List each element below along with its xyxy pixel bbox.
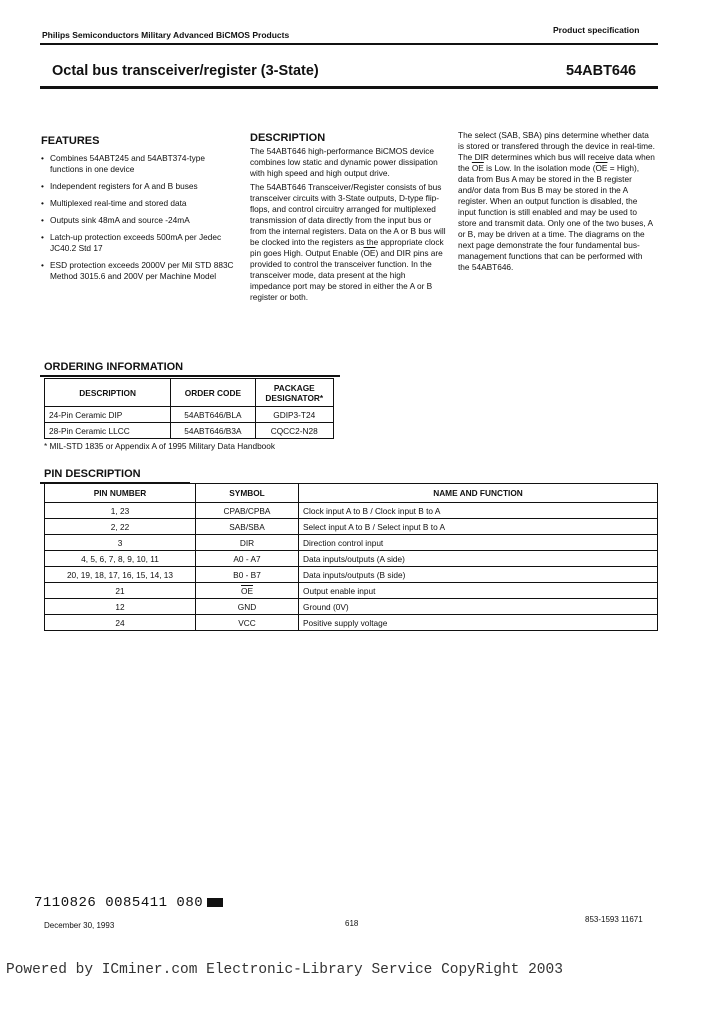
- table-cell: B0 - B7: [196, 567, 299, 583]
- table-cell: 24: [45, 615, 196, 631]
- table-cell: Ground (0V): [299, 599, 658, 615]
- table-cell: SAB/SBA: [196, 519, 299, 535]
- table-cell: VCC: [196, 615, 299, 631]
- table-cell: 28-Pin Ceramic LLCC: [45, 423, 171, 439]
- text-run: = High), data from Bus A may be stored in the B register and/or data from Bus B may be stored in the A register. When an output function is disabled, the input function is still enabled and may be used to store and transmit data. Only one of the two buses, A or B, may be driven at a time. The diagrams on the next page demonstrate the four fundamental bus-management functions that can be performed with the 54ABT646.: [458, 163, 653, 272]
- description-column-2: [458, 130, 656, 276]
- table-cell: CQCC2-N28: [255, 423, 334, 439]
- barcode-line: [34, 895, 223, 911]
- oe-signal: $\overline{OE}$: [471, 163, 484, 173]
- pin-table: [44, 483, 658, 631]
- table-cell: 54ABT646/BLA: [171, 407, 255, 423]
- barcode-text: 7110826 0085411 080: [34, 895, 204, 911]
- table-cell: 2, 22: [45, 519, 196, 535]
- features-list: [41, 153, 237, 288]
- table-cell: GDIP3-T24: [255, 407, 334, 423]
- footer-date: December 30, 1993: [44, 921, 115, 930]
- table-cell: Data inputs/outputs (B side): [299, 567, 658, 583]
- description-paragraph-3: [458, 130, 656, 273]
- table-cell: Data inputs/outputs (A side): [299, 551, 658, 567]
- table-row: [45, 503, 658, 519]
- table-header-row: [45, 379, 334, 407]
- table-row: [45, 599, 658, 615]
- table-row: [45, 551, 658, 567]
- table-cell: 12: [45, 599, 196, 615]
- table-cell: Select input A to B / Select input B to A: [299, 519, 658, 535]
- table-cell: 54ABT646/B3A: [171, 423, 255, 439]
- table-row: [45, 407, 334, 423]
- table-row: [45, 423, 334, 439]
- table-row: [45, 567, 658, 583]
- table-cell: A0 - A7: [196, 551, 299, 567]
- description-paragraph-2: [250, 182, 448, 303]
- feature-item: • Multiplexed real-time and stored data: [41, 198, 237, 209]
- description-paragraph-1: The 54ABT646 high-performance BiCMOS device combines low static and dynamic power dissipation with high speed and high output drive.: [250, 146, 438, 178]
- table-cell: 1, 23: [45, 503, 196, 519]
- column-header: PACKAGE DESIGNATOR*: [255, 379, 334, 407]
- ordering-heading: ORDERING INFORMATION: [44, 361, 184, 373]
- ordering-footnote: * MIL-STD 1835 or Appendix A of 1995 Military Data Handbook: [44, 441, 276, 451]
- page-title: Octal bus transceiver/register (3-State): [52, 63, 319, 79]
- table-cell: GND: [196, 599, 299, 615]
- column-header: SYMBOL: [196, 484, 299, 503]
- table-row: [45, 535, 658, 551]
- barcode-block: [207, 898, 223, 907]
- part-number: 54ABT646: [566, 63, 637, 79]
- table-cell: Positive supply voltage: [299, 615, 658, 631]
- column-header: NAME AND FUNCTION: [299, 484, 658, 503]
- footer-page-number: 618: [345, 919, 359, 928]
- title-rule: [40, 86, 658, 89]
- header-rule: [40, 43, 658, 45]
- table-header-row: [45, 484, 658, 503]
- table-cell: 3: [45, 535, 196, 551]
- table-cell: Direction control input: [299, 535, 658, 551]
- column-header: DESCRIPTION: [45, 379, 171, 407]
- ordering-rule: [40, 375, 340, 377]
- table-cell: 4, 5, 6, 7, 8, 9, 10, 11: [45, 551, 196, 567]
- table-row: [45, 519, 658, 535]
- pin-description-heading: PIN DESCRIPTION: [44, 468, 141, 480]
- table-cell: 24-Pin Ceramic DIP: [45, 407, 171, 423]
- table-cell: DIR: [196, 535, 299, 551]
- features-heading: FEATURES: [41, 135, 100, 147]
- description-column: [250, 146, 448, 306]
- oe-signal: $\overline{OE}$: [363, 248, 376, 258]
- text-run: The select (SAB, SBA) pins determine whether data is stored or transfered through the device in real-time. The DIR determines which bus will receive data when the: [458, 130, 655, 173]
- table-cell: 20, 19, 18, 17, 16, 15, 14, 13: [45, 567, 196, 583]
- text-run: ) and DIR pins are provided to control the transceiver function. In the transceiver mode, data present at the high impedance port may be stored in either the A or B register or both.: [250, 248, 443, 302]
- feature-item: • Latch-up protection exceeds 500mA per Jedec JC40.2 Std 17: [41, 232, 237, 254]
- column-header: ORDER CODE: [171, 379, 255, 407]
- document-type: Product specification: [553, 25, 640, 35]
- powered-by-banner: Powered by ICminer.com Electronic-Library Service CopyRight 2003: [6, 962, 563, 978]
- table-cell: CPAB/CPBA: [196, 503, 299, 519]
- feature-item: • Independent registers for A and B buses: [41, 181, 237, 192]
- company-name: Philips Semiconductors Military Advanced BiCMOS Products: [42, 30, 290, 40]
- table-row: [45, 615, 658, 631]
- column-header: PIN NUMBER: [45, 484, 196, 503]
- text-run: is Low. In the isolation mode (: [483, 163, 596, 173]
- text-run: The 54ABT646 Transceiver/Register consists of bus transceiver circuits with 3-State outputs, D-type flip-flops, and control circuitry arranged for multiplexed transmission of data directly from the input bus or from the internal registers. Data on the A or B bus will be clocked into the registers as the appropriate clock pin goes High. Output Enable (: [250, 182, 446, 258]
- ordering-table: [44, 378, 334, 439]
- table-cell: Output enable input: [299, 583, 658, 599]
- feature-item: • Outputs sink 48mA and source -24mA: [41, 215, 237, 226]
- oe-signal: $\overline{OE}$: [595, 163, 608, 173]
- footer-doc-code: 853-1593 11671: [585, 915, 643, 924]
- table-row: [45, 583, 658, 599]
- table-cell: Clock input A to B / Clock input B to A: [299, 503, 658, 519]
- table-cell: 21: [45, 583, 196, 599]
- feature-item: • ESD protection exceeds 2000V per Mil STD 883C Method 3015.6 and 200V per Machine Model: [41, 260, 237, 282]
- description-heading: DESCRIPTION: [250, 132, 326, 144]
- feature-item: • Combines 54ABT245 and 54ABT374-type functions in one device: [41, 153, 237, 175]
- table-cell: $\overline{OE}$: [196, 583, 299, 599]
